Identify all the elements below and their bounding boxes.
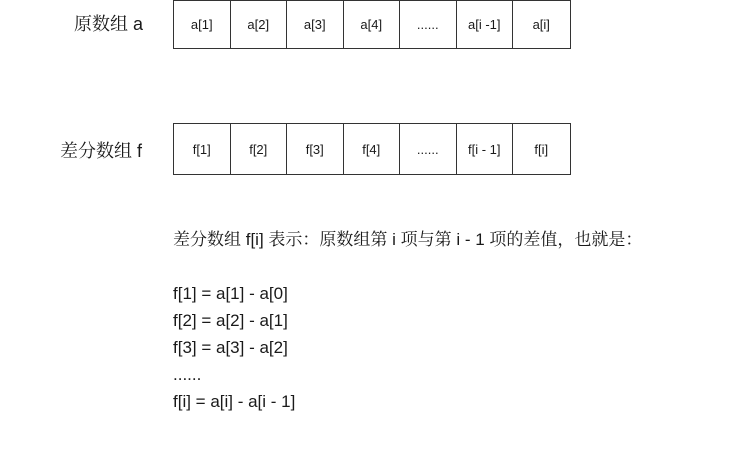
- array-a-cell: a[1]: [174, 1, 231, 48]
- array-f-cell: f[i - 1]: [457, 124, 514, 174]
- array-f-cell: f[1]: [174, 124, 231, 174]
- array-a: [173, 0, 571, 49]
- array-f: [173, 123, 571, 175]
- array-f-cell: f[3]: [287, 124, 344, 174]
- array-f-label: 差分数组 f: [60, 141, 143, 161]
- array-a-cell: a[4]: [344, 1, 401, 48]
- array-a-cell: ......: [400, 1, 457, 48]
- array-a-cell: a[2]: [231, 1, 288, 48]
- formula-line: f[2] = a[2] - a[1]: [173, 311, 288, 330]
- explanation-block: [173, 226, 642, 415]
- array-f-cell: f[i]: [534, 141, 549, 157]
- formula-line: f[3] = a[3] - a[2]: [173, 338, 288, 357]
- array-f-cell: f[4]: [344, 124, 401, 174]
- explanation-description: 差分数组 f[i] 表示：原数组第 i 项与第 i - 1 项的差值，也就是：: [173, 230, 643, 249]
- array-a-cell: a[i]: [532, 17, 550, 32]
- formula-line: f[i] = a[i] - a[i - 1]: [173, 392, 296, 411]
- formula-ellipsis: ......: [173, 365, 202, 384]
- array-a-label: 原数组 a: [74, 14, 144, 34]
- array-a-cell: a[3]: [287, 1, 344, 48]
- array-f-cell: f[2]: [231, 124, 288, 174]
- formula-line: f[1] = a[1] - a[0]: [173, 284, 288, 303]
- array-f-cell: ......: [400, 124, 457, 174]
- array-a-cell: a[i -1]: [457, 1, 514, 48]
